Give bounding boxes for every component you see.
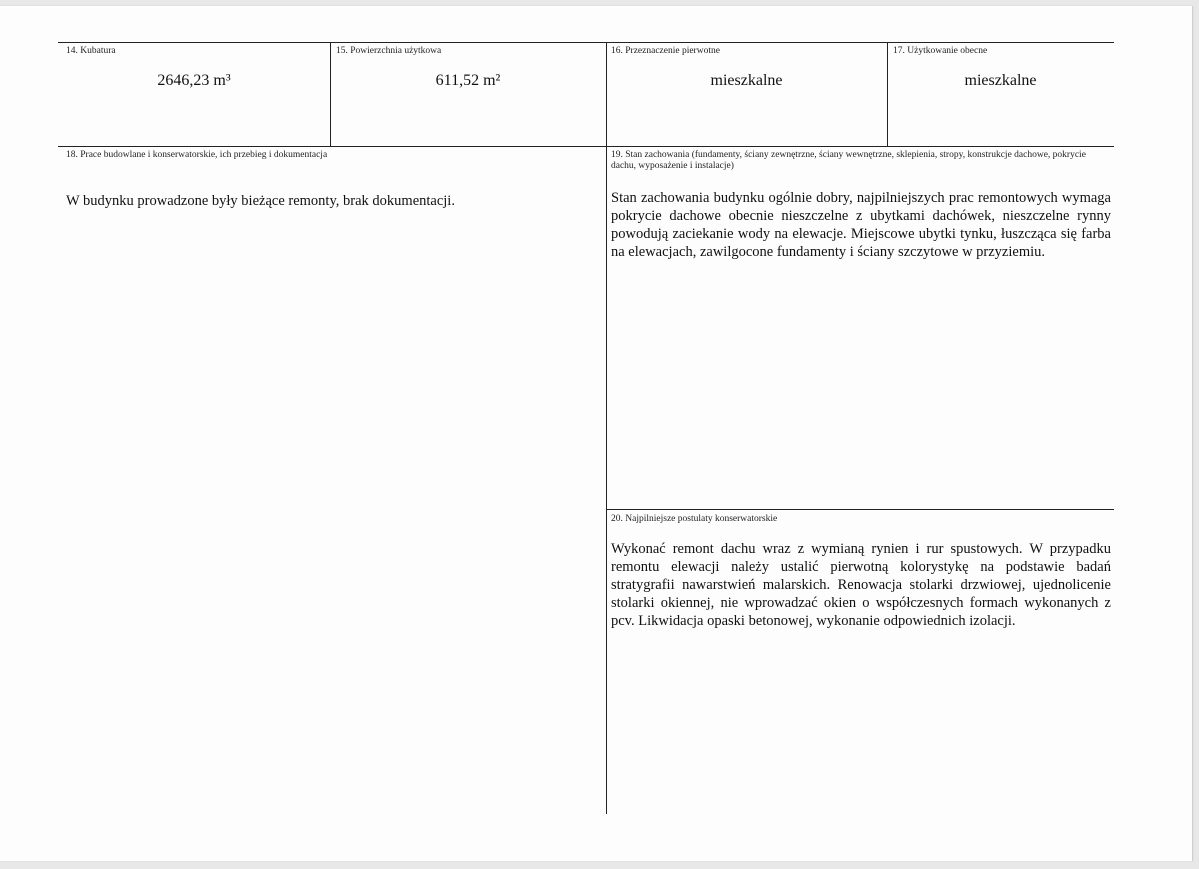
field-14-value: 2646,23 m³: [157, 72, 231, 89]
row-divider: [58, 146, 1114, 147]
field-18-label: 18. Prace budowlane i konserwatorskie, ich przebieg i dokumentacja: [66, 150, 328, 160]
col-divider-3: [887, 42, 888, 146]
field-17-value: mieszkalne: [964, 72, 1037, 89]
field-18-text: W budynku prowadzone były bieżące remonty, brak dokumentacji.: [66, 193, 455, 209]
field-15-value: 611,52 m²: [435, 72, 501, 89]
col-divider-center: [606, 42, 607, 814]
document-page: [0, 6, 1193, 861]
field-16-value: mieszkalne: [710, 72, 783, 89]
col-divider-1: [330, 42, 331, 146]
field-15-label: 15. Powierzchnia użytkowa: [336, 46, 442, 56]
field-14-label: 14. Kubatura: [66, 46, 116, 56]
top-border: [58, 42, 1114, 43]
field-19-label: 19. Stan zachowania (fundamenty, ściany zewnętrzne, ściany wewnętrzne, sklepienia, stropy, konstrukcje dachowe, pokrycie dachu, wyposażenie i instalacje): [611, 150, 1086, 171]
field-20-label: 20. Najpilniejsze postulaty konserwatorskie: [611, 514, 778, 524]
field-20-text: Wykonać remont dachu wraz z wymianą rynien i rur spustowych. W przypadku remontu elewacji należy ustalić pierwotną kolorystykę na podstawie badań stratygrafii nawarstwień malarskich. Renowacja stolarki drzwiowej, ujednolicenie stolarki okiennej, nie wprowadzać okien o współczesnych formach wykonanych z pcv. Likwidacja opaski betonowej, wykonanie odpowiednich izolacji.: [611, 541, 1111, 629]
field-17-label: 17. Użytkowanie obecne: [893, 46, 988, 56]
field-16-label: 16. Przeznaczenie pierwotne: [611, 46, 720, 56]
section-20-divider: [606, 509, 1114, 510]
field-19-text: Stan zachowania budynku ogólnie dobry, najpilniejszych prac remontowych wymaga pokrycie dachowe obecnie nieszczelne z ubytkami dachówek, nieszczelne rynny powodują zaciekanie wody na elewacje. Miejscowe ubytki tynku, łuszcząca się farba na elewacjach, zawilgocone fundamenty i ściany szczytowe w przyziemiu.: [611, 190, 1111, 260]
